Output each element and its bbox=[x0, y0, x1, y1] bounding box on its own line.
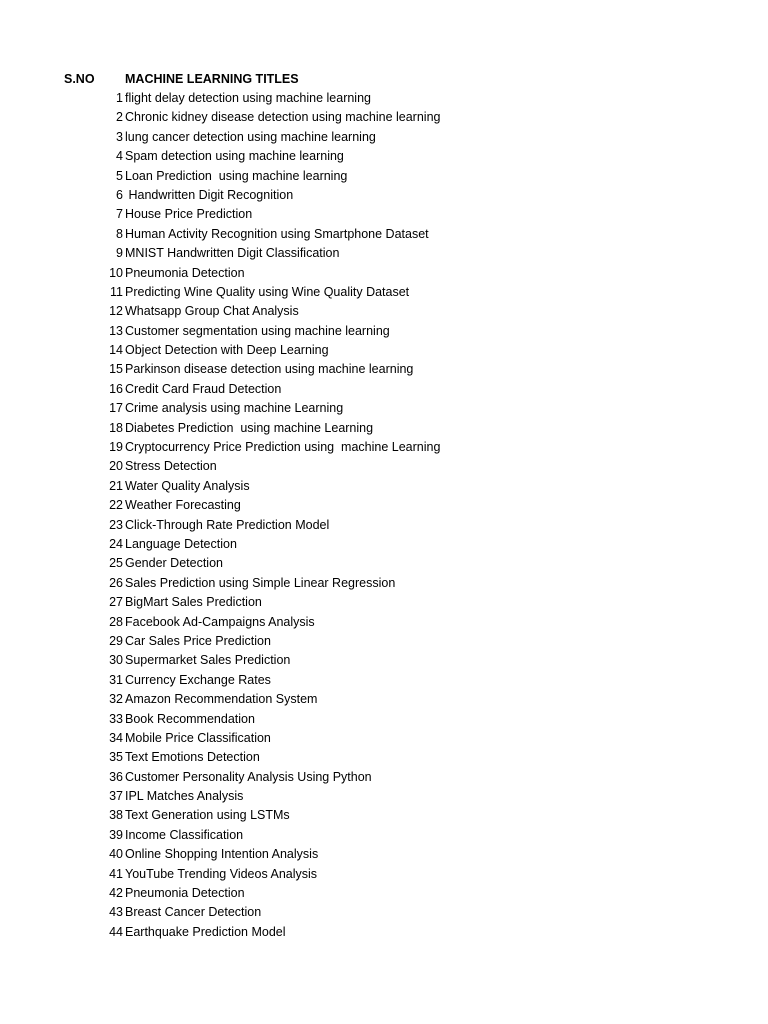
item-number: 14 bbox=[109, 343, 123, 358]
list-item bbox=[0, 302, 768, 321]
list-item bbox=[0, 593, 768, 612]
list-item bbox=[0, 419, 768, 438]
item-title: Handwritten Digit Recognition bbox=[125, 187, 294, 202]
list-item bbox=[0, 108, 768, 127]
item-number: 10 bbox=[109, 265, 123, 280]
item-number: 11 bbox=[110, 284, 123, 299]
list-item bbox=[0, 264, 768, 283]
list-item bbox=[0, 632, 768, 651]
list-item bbox=[0, 554, 768, 573]
list-item bbox=[0, 283, 768, 302]
list-item bbox=[0, 710, 768, 729]
item-number: 29 bbox=[109, 633, 123, 648]
list-item bbox=[0, 477, 768, 496]
item-number: 31 bbox=[109, 672, 123, 687]
list-item bbox=[0, 535, 768, 554]
list-item bbox=[0, 651, 768, 670]
list-item bbox=[0, 574, 768, 593]
item-number: 8 bbox=[116, 226, 123, 241]
item-title: Language Detection bbox=[125, 536, 237, 551]
item-title: Text Emotions Detection bbox=[125, 750, 260, 765]
item-title: Supermarket Sales Prediction bbox=[125, 653, 291, 668]
list-item bbox=[0, 341, 768, 360]
item-number: 15 bbox=[109, 362, 123, 377]
item-title: Currency Exchange Rates bbox=[125, 672, 271, 687]
item-title: Text Generation using LSTMs bbox=[125, 808, 290, 823]
item-title: Pneumonia Detection bbox=[125, 265, 245, 280]
item-number: 38 bbox=[109, 808, 123, 823]
item-title: flight delay detection using machine learning bbox=[125, 91, 371, 105]
item-title: Cryptocurrency Price Prediction using machine Learning bbox=[125, 440, 441, 455]
item-title: Parkinson disease detection using machine learning bbox=[125, 362, 414, 377]
item-title: Online Shopping Intention Analysis bbox=[125, 847, 319, 862]
item-title: Predicting Wine Quality using Wine Quality Dataset bbox=[125, 284, 410, 299]
item-number: 40 bbox=[109, 847, 123, 862]
item-title: Credit Card Fraud Detection bbox=[125, 381, 282, 396]
list-item bbox=[0, 613, 768, 632]
item-title: Diabetes Prediction using machine Learning bbox=[125, 420, 374, 435]
item-title: Mobile Price Classification bbox=[125, 730, 271, 745]
item-number: 36 bbox=[109, 769, 123, 784]
item-title: Gender Detection bbox=[125, 556, 223, 571]
item-number: 37 bbox=[109, 789, 123, 804]
list-item bbox=[0, 516, 768, 535]
list-item bbox=[0, 845, 768, 864]
item-title: Crime analysis using machine Learning bbox=[125, 401, 344, 416]
item-title: Earthquake Prediction Model bbox=[125, 924, 286, 939]
item-title: Chronic kidney disease detection using machine learning bbox=[125, 110, 441, 125]
table-header bbox=[0, 70, 768, 88]
item-number: 12 bbox=[109, 304, 123, 319]
item-number: 35 bbox=[109, 750, 123, 765]
list-item bbox=[0, 128, 768, 147]
item-number: 2 bbox=[116, 110, 123, 125]
list-item bbox=[0, 496, 768, 515]
item-number: 33 bbox=[109, 711, 123, 726]
item-number: 26 bbox=[109, 575, 123, 590]
item-number: 24 bbox=[109, 536, 123, 551]
item-number: 4 bbox=[116, 149, 123, 164]
item-number: 18 bbox=[109, 420, 123, 435]
item-number: 21 bbox=[109, 478, 123, 493]
item-number: 30 bbox=[109, 653, 123, 668]
item-number: 42 bbox=[109, 886, 123, 901]
list-item bbox=[0, 167, 768, 186]
item-number: 34 bbox=[109, 730, 123, 745]
titles-list bbox=[0, 89, 768, 942]
list-item bbox=[0, 884, 768, 903]
item-title: Breast Cancer Detection bbox=[125, 905, 262, 920]
item-number: 43 bbox=[109, 905, 123, 920]
item-title: YouTube Trending Videos Analysis bbox=[125, 866, 318, 881]
titles-column-header: MACHINE LEARNING TITLES bbox=[125, 72, 299, 86]
item-title: Human Activity Recognition using Smartphone Dataset bbox=[125, 226, 429, 241]
list-item bbox=[0, 186, 768, 205]
list-item bbox=[0, 903, 768, 922]
list-item bbox=[0, 89, 768, 108]
list-item bbox=[0, 438, 768, 457]
list-item bbox=[0, 380, 768, 399]
item-title: BigMart Sales Prediction bbox=[125, 595, 262, 610]
item-number: 7 bbox=[116, 207, 123, 222]
item-title: Spam detection using machine learning bbox=[125, 149, 344, 164]
list-item bbox=[0, 826, 768, 845]
item-number: 16 bbox=[109, 381, 123, 396]
item-number: 23 bbox=[109, 517, 123, 532]
item-number: 3 bbox=[116, 129, 123, 144]
item-number: 9 bbox=[116, 246, 123, 261]
item-number: 27 bbox=[109, 595, 123, 610]
item-number: 17 bbox=[109, 401, 123, 416]
item-number: 6 bbox=[116, 187, 123, 202]
list-item bbox=[0, 768, 768, 787]
item-title: Facebook Ad-Campaigns Analysis bbox=[125, 614, 315, 629]
item-number: 41 bbox=[109, 866, 123, 881]
item-title: MNIST Handwritten Digit Classification bbox=[125, 246, 340, 261]
item-title: Car Sales Price Prediction bbox=[125, 633, 271, 648]
list-item bbox=[0, 205, 768, 224]
item-title: IPL Matches Analysis bbox=[125, 789, 244, 804]
item-number: 25 bbox=[109, 556, 123, 571]
item-title: Whatsapp Group Chat Analysis bbox=[125, 304, 299, 319]
item-title: Customer Personality Analysis Using Python bbox=[125, 769, 372, 784]
list-item bbox=[0, 690, 768, 709]
item-title: Weather Forecasting bbox=[125, 498, 241, 513]
item-title: Stress Detection bbox=[125, 459, 217, 474]
sno-column-header: S.NO bbox=[64, 72, 95, 86]
item-title: Object Detection with Deep Learning bbox=[125, 343, 329, 358]
list-item bbox=[0, 225, 768, 244]
item-title: Income Classification bbox=[125, 827, 244, 842]
list-item bbox=[0, 671, 768, 690]
item-number: 28 bbox=[109, 614, 123, 629]
list-item bbox=[0, 322, 768, 341]
item-title: Click-Through Rate Prediction Model bbox=[125, 517, 330, 532]
item-title: Amazon Recommendation System bbox=[125, 692, 318, 707]
item-number: 20 bbox=[109, 459, 123, 474]
list-item bbox=[0, 748, 768, 767]
item-title: Pneumonia Detection bbox=[125, 886, 245, 901]
list-item bbox=[0, 244, 768, 263]
list-item bbox=[0, 806, 768, 825]
list-item bbox=[0, 729, 768, 748]
item-title: Customer segmentation using machine learning bbox=[125, 323, 390, 338]
item-title: Sales Prediction using Simple Linear Regression bbox=[125, 575, 396, 590]
item-title: lung cancer detection using machine learning bbox=[125, 129, 376, 144]
list-item bbox=[0, 865, 768, 884]
list-item bbox=[0, 147, 768, 166]
item-number: 44 bbox=[109, 924, 123, 939]
item-number: 19 bbox=[109, 440, 123, 455]
item-number: 22 bbox=[109, 498, 123, 513]
item-title: Loan Prediction using machine learning bbox=[125, 168, 348, 183]
list-item bbox=[0, 457, 768, 476]
item-number: 5 bbox=[116, 168, 123, 183]
list-item bbox=[0, 360, 768, 379]
item-title: House Price Prediction bbox=[125, 207, 253, 222]
item-title: Book Recommendation bbox=[125, 711, 255, 726]
item-number: 32 bbox=[109, 692, 123, 707]
list-item bbox=[0, 923, 768, 942]
list-item bbox=[0, 399, 768, 418]
list-item bbox=[0, 787, 768, 806]
item-title: Water Quality Analysis bbox=[125, 478, 250, 493]
item-number: 1 bbox=[116, 91, 123, 105]
item-number: 39 bbox=[109, 827, 123, 842]
item-number: 13 bbox=[109, 323, 123, 338]
